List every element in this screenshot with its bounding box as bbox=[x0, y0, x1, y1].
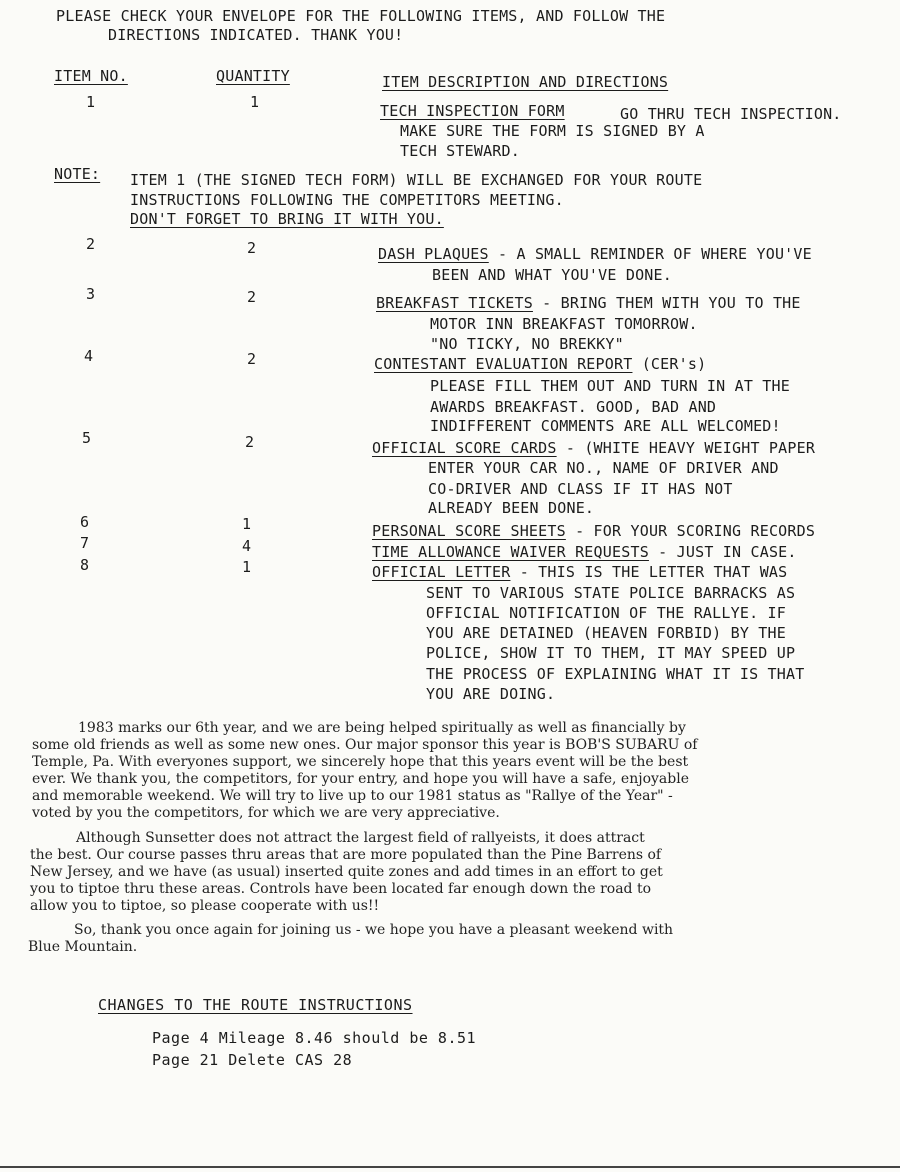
item-4-detail-2: AWARDS BREAKFAST. GOOD, BAD AND bbox=[430, 398, 717, 416]
item-4-rest: (CER's) bbox=[641, 355, 707, 373]
item-2-title: DASH PLAQUES bbox=[378, 245, 489, 263]
item-1-title: TECH INSPECTION FORM bbox=[380, 102, 565, 120]
item-7-title: TIME ALLOWANCE WAIVER REQUESTS bbox=[372, 543, 649, 561]
item-5-title: OFFICIAL SCORE CARDS bbox=[372, 439, 557, 457]
item-7-number: 7 bbox=[80, 534, 90, 552]
letter-line: the best. Our course passes thru areas that are more populated than the Pine Barrens of bbox=[30, 847, 662, 863]
item-8-quantity: 1 bbox=[242, 558, 252, 576]
letter-line: voted by you the competitors, for which we are very appreciative. bbox=[32, 805, 500, 821]
item-2-detail-1: BEEN AND WHAT YOU'VE DONE. bbox=[432, 266, 672, 284]
item-8-rest: - THIS IS THE LETTER THAT WAS bbox=[519, 563, 788, 581]
item-5-number: 5 bbox=[82, 429, 92, 447]
item-8-line bbox=[372, 562, 787, 582]
item-5-detail-2: CO-DRIVER AND CLASS IF IT HAS NOT bbox=[428, 480, 733, 498]
header-line-2: DIRECTIONS INDICATED. THANK YOU! bbox=[108, 26, 404, 44]
letter-line: ever. We thank you, the competitors, for your entry, and hope you will have a safe, enjoyable bbox=[32, 771, 689, 787]
item-2-line bbox=[378, 244, 812, 264]
item-2-number: 2 bbox=[86, 235, 96, 253]
column-header-item-no: ITEM NO. bbox=[54, 67, 128, 85]
note-label: NOTE: bbox=[54, 165, 101, 183]
item-4-number: 4 bbox=[84, 347, 94, 365]
column-header-quantity: QUANTITY bbox=[216, 67, 290, 85]
item-6-title: PERSONAL SCORE SHEETS bbox=[372, 522, 566, 540]
item-4-line bbox=[374, 354, 706, 374]
item-1-line-1: GO THRU TECH INSPECTION. bbox=[620, 105, 842, 123]
item-1-number: 1 bbox=[86, 93, 96, 111]
note-line-1: ITEM 1 (THE SIGNED TECH FORM) WILL BE EXCHANGED FOR YOUR ROUTE bbox=[130, 171, 703, 189]
item-8-title: OFFICIAL LETTER bbox=[372, 563, 511, 581]
changes-line-2: Page 21 Delete CAS 28 bbox=[152, 1051, 353, 1069]
item-6-rest: - FOR YOUR SCORING RECORDS bbox=[575, 522, 816, 540]
letter-line: and memorable weekend. We will try to live up to our 1981 status as "Rallye of the Year" - bbox=[32, 788, 673, 804]
item-3-line bbox=[376, 293, 801, 313]
changes-title: CHANGES TO THE ROUTE INSTRUCTIONS bbox=[98, 996, 413, 1014]
item-5-line bbox=[372, 438, 815, 458]
item-5-detail-3: ALREADY BEEN DONE. bbox=[428, 499, 595, 517]
page-bottom-edge bbox=[0, 1166, 900, 1168]
item-7-line bbox=[372, 542, 797, 562]
item-3-detail-2: "NO TICKY, NO BREKKY" bbox=[430, 335, 624, 353]
note-line-3: DON'T FORGET TO BRING IT WITH YOU. bbox=[130, 210, 444, 228]
letter-line: you to tiptoe thru these areas. Controls have been located far enough down the road to bbox=[30, 881, 652, 897]
item-4-detail-1: PLEASE FILL THEM OUT AND TURN IN AT THE bbox=[430, 377, 790, 395]
note-line-2: INSTRUCTIONS FOLLOWING THE COMPETITORS MEETING. bbox=[130, 191, 564, 209]
item-4-detail-3: INDIFFERENT COMMENTS ARE ALL WELCOMED! bbox=[430, 417, 781, 435]
item-8-detail-5: THE PROCESS OF EXPLAINING WHAT IT IS THAT bbox=[426, 665, 805, 683]
item-7-rest: - JUST IN CASE. bbox=[658, 543, 797, 561]
item-4-quantity: 2 bbox=[247, 350, 257, 368]
letter-line: allow you to tiptoe, so please cooperate with us!! bbox=[30, 898, 380, 914]
item-6-quantity: 1 bbox=[242, 515, 252, 533]
item-3-title: BREAKFAST TICKETS bbox=[376, 294, 533, 312]
item-2-rest: - A SMALL REMINDER OF WHERE YOU'VE bbox=[498, 245, 812, 263]
item-6-number: 6 bbox=[80, 513, 90, 531]
item-1-quantity: 1 bbox=[250, 93, 260, 111]
item-5-detail-1: ENTER YOUR CAR NO., NAME OF DRIVER AND bbox=[428, 459, 779, 477]
item-8-detail-6: YOU ARE DOING. bbox=[426, 685, 556, 703]
item-3-rest: - BRING THEM WITH YOU TO THE bbox=[542, 294, 801, 312]
header-line-1: PLEASE CHECK YOUR ENVELOPE FOR THE FOLLOWING ITEMS, AND FOLLOW THE bbox=[56, 7, 666, 25]
column-header-description: ITEM DESCRIPTION AND DIRECTIONS bbox=[382, 73, 669, 91]
item-3-detail-1: MOTOR INN BREAKFAST TOMORROW. bbox=[430, 315, 698, 333]
letter-line: Temple, Pa. With everyones support, we sincerely hope that this years event will be the best bbox=[32, 754, 689, 770]
letter-line: So, thank you once again for joining us - we hope you have a pleasant weekend with bbox=[74, 922, 674, 938]
item-5-rest: - (WHITE HEAVY WEIGHT PAPER bbox=[565, 439, 816, 457]
letter-line: Blue Mountain. bbox=[28, 939, 138, 955]
letter-line: some old friends as well as some new ones. Our major sponsor this year is BOB'S SUBARU of bbox=[32, 737, 698, 753]
item-3-number: 3 bbox=[86, 285, 96, 303]
item-8-detail-1: SENT TO VARIOUS STATE POLICE BARRACKS AS bbox=[426, 584, 796, 602]
item-1-line-2: MAKE SURE THE FORM IS SIGNED BY A bbox=[400, 122, 705, 140]
item-6-line bbox=[372, 521, 815, 541]
item-2-quantity: 2 bbox=[247, 239, 257, 257]
item-8-detail-4: POLICE, SHOW IT TO THEM, IT MAY SPEED UP bbox=[426, 644, 796, 662]
changes-line-1: Page 4 Mileage 8.46 should be 8.51 bbox=[152, 1029, 477, 1047]
item-8-number: 8 bbox=[80, 556, 90, 574]
item-1-line-3: TECH STEWARD. bbox=[400, 142, 520, 160]
item-8-detail-2: OFFICIAL NOTIFICATION OF THE RALLYE. IF bbox=[426, 604, 786, 622]
letter-line: 1983 marks our 6th year, and we are being helped spiritually as well as financially by bbox=[78, 720, 686, 736]
item-8-detail-3: YOU ARE DETAINED (HEAVEN FORBID) BY THE bbox=[426, 624, 786, 642]
item-5-quantity: 2 bbox=[245, 433, 255, 451]
item-7-quantity: 4 bbox=[242, 537, 252, 555]
letter-line: New Jersey, and we have (as usual) inserted quite zones and add times in an effort to get bbox=[30, 864, 663, 880]
item-3-quantity: 2 bbox=[247, 288, 257, 306]
letter-line: Although Sunsetter does not attract the largest field of rallyeists, it does attract bbox=[76, 830, 645, 846]
item-4-title: CONTESTANT EVALUATION REPORT bbox=[374, 355, 633, 373]
